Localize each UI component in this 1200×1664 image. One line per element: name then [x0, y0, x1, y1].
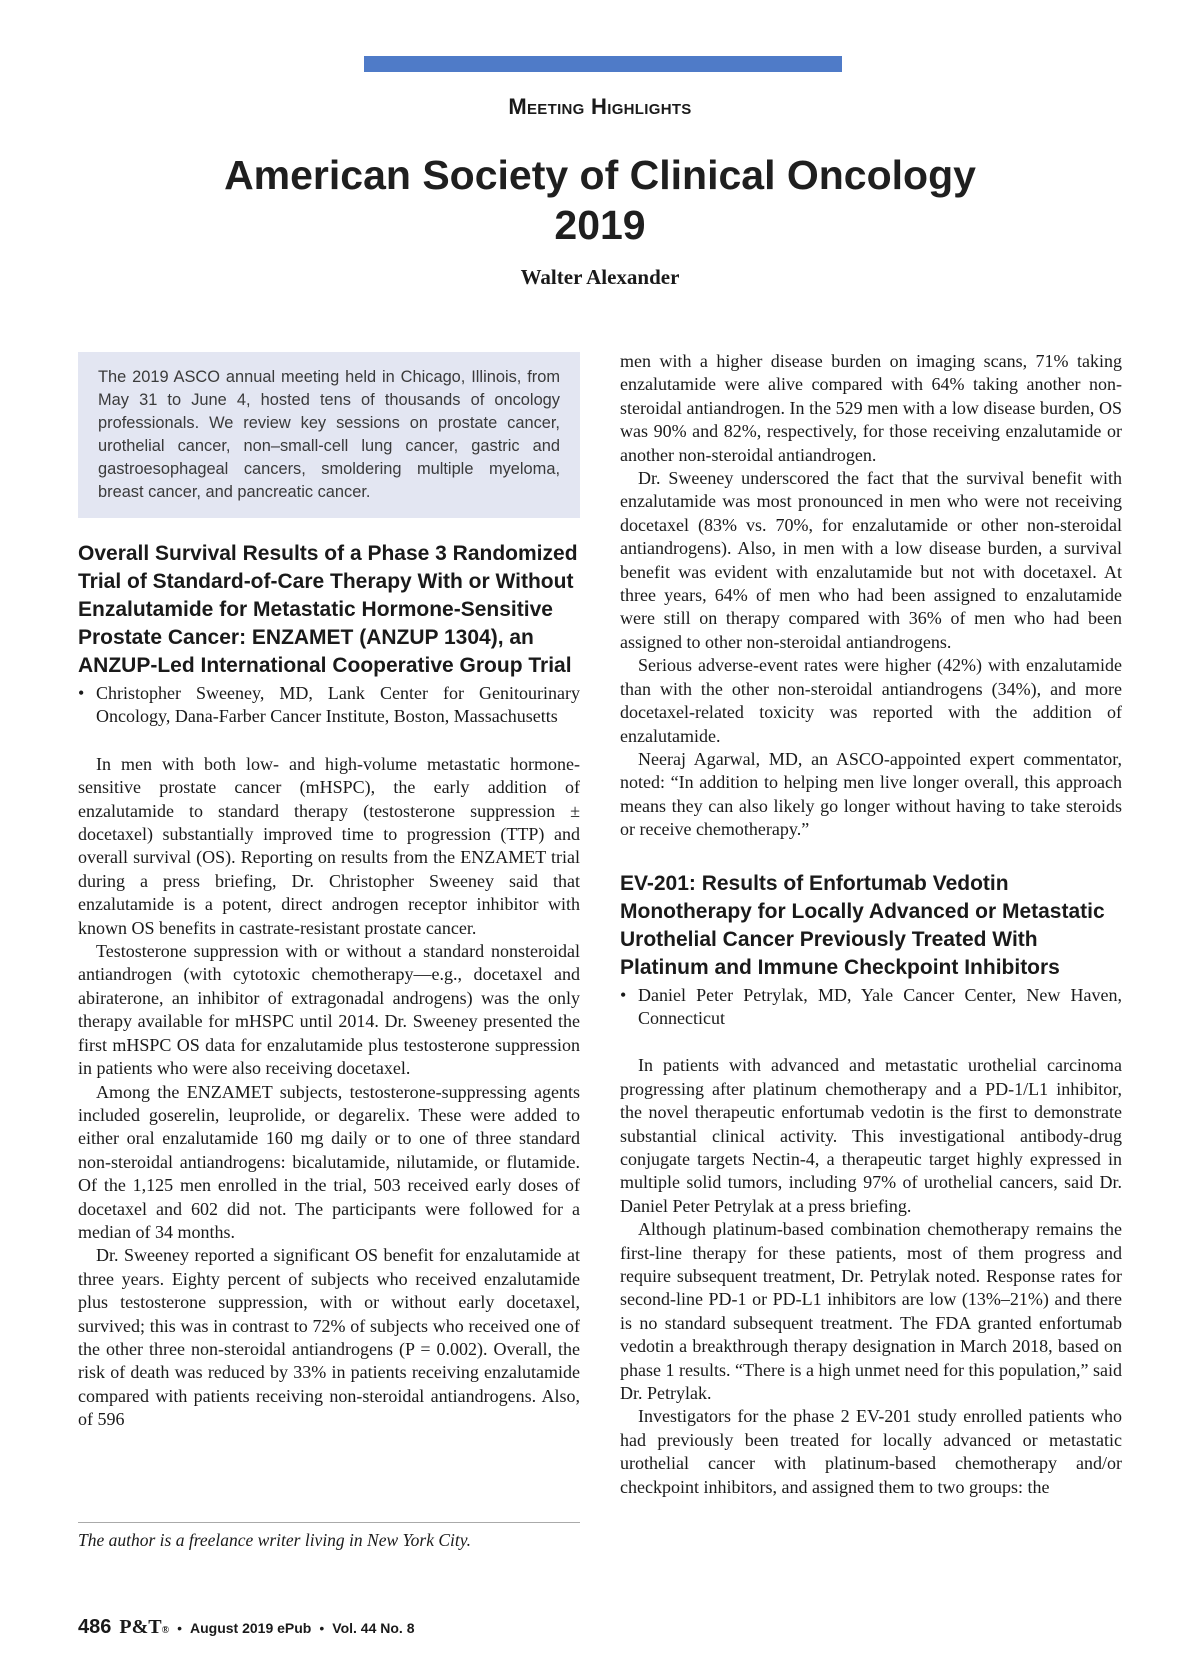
header-accent-bar — [364, 56, 842, 72]
paragraph: Testosterone suppression with or without a standard nonsteroidal antiandrogen (with cytotoxic chemotherapy—e.g., docetaxel and abiraterone, an inhibitor of extragonadal androgens) was the only therapy available for mHSPC until 2014. Dr. Sweeney presented the first mHSPC OS data for enzalutamide plus testosterone suppression in patients who were also receiving docetaxel. — [78, 941, 580, 1079]
paragraph: men with a higher disease burden on imaging scans, 71% taking enzalutamide were alive compared with 64% taking another non-steroidal antiandrogen. In the 529 men with a low disease burden, OS was 90% and 82%, respectively, for those receiving enzalutamide or another non-steroidal antiandrogen. — [620, 351, 1122, 465]
author-footnote: The author is a freelance writer living in New York City. — [78, 1530, 471, 1550]
journal-name — [119, 1616, 169, 1639]
separator-dot: • — [319, 1620, 325, 1636]
author-name: Walter Alexander — [520, 265, 680, 289]
footnote-divider — [78, 1522, 580, 1523]
abstract-text: The 2019 ASCO annual meeting held in Chicago, Illinois, from May 31 to June 4, hosted tens of thousands of oncology professionals. We review key sessions on prostate cancer, urothelial cancer, non–small-cell lung cancer, gastric and gastroesophageal cancers, smoldering multiple myeloma, breast cancer, and pancreatic cancer. — [98, 368, 560, 501]
article-1-heading: Overall Survival Results of a Phase 3 Randomized Trial of Standard-of-Care Therapy With or Without Enzalutamide for Metastatic Hormone-Sensitive Prostate Cancer: ENZAMET (ANZUP 1304), an ANZUP-Led International Cooperative Group Trial — [78, 542, 578, 677]
article-2-heading: EV-201: Results of Enfortumab Vedotin Monotherapy for Locally Advanced or Metastatic Urothelial Cancer Previously Treated With Platinum and Immune Checkpoint Inhibitors — [620, 871, 1105, 979]
journal-name-text: P&T — [119, 1616, 162, 1638]
abstract-box — [78, 352, 580, 518]
paragraph: Serious adverse-event rates were higher (42%) with enzalutamide than with the other non-steroidal antiandrogens (34%), and more docetaxel-related toxicity was reported with the addition of enzalutamide. — [620, 655, 1122, 746]
article-2-byline-text: Daniel Peter Petrylak, MD, Yale Cancer Center, New Haven, Connecticut — [638, 984, 1122, 1028]
article-2-byline — [620, 984, 1122, 1031]
paragraph: Neeraj Agarwal, MD, an ASCO-appointed expert commentator, noted: “In addition to helping men live longer overall, this approach means they can also likely go longer without having to take steroids or receive chemotherapy.” — [620, 748, 1122, 840]
title-line-2: 2019 — [554, 202, 646, 248]
paragraph: Dr. Sweeney underscored the fact that the survival benefit with enzalutamide was most pronounced in men who were not receiving docetaxel (83% vs. 70%, for enzalutamide or other non-steroidal antiandrogens). Also, in men with a low disease burden, a survival benefit was evident with enzalutamide but not with docetaxel. At three years, 64% of men who had been assigned to enzalutamide were still on therapy compared with 36% of men who had been assigned to other non-steroidal antiandrogens. — [620, 468, 1122, 652]
article-1-byline-text: Christopher Sweeney, MD, Lank Center for Genitourinary Oncology, Dana-Farber Cancer Institute, Boston, Massachusetts — [96, 683, 580, 727]
issue-date: August 2019 ePub — [189, 1620, 312, 1636]
paragraph: In men with both low- and high-volume metastatic hormone-sensitive prostate cancer (mHSPC), the early addition of enzalutamide to standard therapy (testosterone suppression ± docetaxel) substantially improved time to progression (TTP) and overall survival (OS). Reporting on results from the ENZAMET trial during a press briefing, Dr. Christopher Sweeney said that enzalutamide is a potent, direct androgen receptor inhibitor with known OS benefits in castrate-resistant prostate cancer. — [78, 753, 580, 938]
right-column — [620, 350, 1122, 1499]
left-column — [78, 352, 580, 1432]
section-label: Meeting Highlights — [508, 94, 692, 119]
separator-dot: • — [177, 1620, 182, 1636]
paragraph: Dr. Sweeney reported a significant OS benefit for enzalutamide at three years. Eighty percent of subjects who received enzalutamide plus testosterone suppression, with or without early docetaxel, survived; this was in contrast to 72% of subjects who received one of the other three non-steroidal antiandrogens (P = 0.002). Overall, the risk of death was reduced by 33% in patients receiving enzalutamide compared with patients receiving non-steroidal antiandrogens. Also, of 596 — [78, 1245, 580, 1430]
article-2-body — [620, 1054, 1122, 1499]
page-title — [0, 150, 1200, 250]
paragraph: Among the ENZAMET subjects, testosterone-suppressing agents included goserelin, leuprolide, or degarelix. These were added to either oral enzalutamide 160 mg daily or to one of three standard non-steroidal antiandrogens: bicalutamide, nilutamide, or flutamide. Of the 1,125 men enrolled in the trial, 503 received early doses of docetaxel and 602 did not. The participants were followed for a median of 34 months. — [78, 1081, 580, 1242]
registered-mark: ® — [161, 1625, 170, 1636]
page-number: 486 — [78, 1616, 112, 1638]
paragraph: Although platinum-based combination chemotherapy remains the first-line therapy for these patients, most of them progress and require subsequent treatment, Dr. Petrylak noted. Response rates for second-line PD-1 or PD-L1 inhibitors are low (13%–21%) and there is no standard subsequent treatment. The FDA granted enfortumab vedotin a breakthrough therapy designation in March 2018, based on phase 1 results. “There is a high unmet need for this population,” said Dr. Petrylak. — [620, 1219, 1122, 1404]
paragraph: Investigators for the phase 2 EV-201 study enrolled patients who had previously been treated for locally advanced or metastatic urothelial cancer with platinum-based chemotherapy and/or checkpoint inhibitors, and assigned them to two groups: the — [620, 1406, 1122, 1497]
article-1-body — [78, 753, 580, 1432]
bullet-icon: • — [620, 984, 627, 1005]
article-1-byline — [78, 682, 580, 729]
bullet-icon: • — [78, 683, 85, 703]
title-line-1: American Society of Clinical Oncology — [224, 152, 976, 198]
article-1-continued — [620, 350, 1122, 842]
page-footer — [78, 1616, 414, 1639]
volume-info: Vol. 44 No. 8 — [332, 1620, 415, 1636]
paragraph: In patients with advanced and metastatic urothelial carcinoma progressing after platinum chemotherapy and a PD-1/L1 inhibitor, the novel therapeutic enfortumab vedotin is the first to demonstrate substantial clinical activity. This investigational antibody-drug conjugate targets Nectin-4, a therapeutic target highly expressed in multiple solid tumors, including 97% of urothelial cancers, said Dr. Daniel Peter Petrylak at a press briefing. — [620, 1055, 1122, 1216]
